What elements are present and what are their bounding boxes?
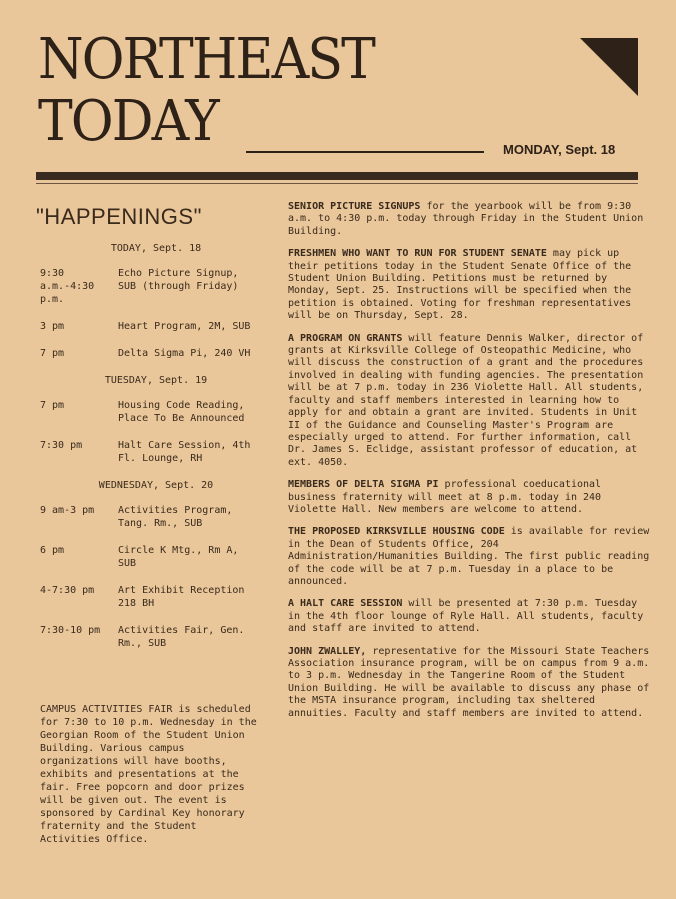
announcement-paragraph <box>288 333 650 469</box>
schedule-event <box>40 399 262 425</box>
announcement-paragraph <box>288 598 650 635</box>
announcement-lead: A HALT CARE SESSION <box>288 598 403 610</box>
event-description: Activities Fair, Gen. Rm., SUB <box>118 625 245 649</box>
announcement-lead: JOHN ZWALLEY, <box>288 645 367 657</box>
event-time: 7:30-10 pm <box>40 625 101 636</box>
schedule-event <box>40 544 262 570</box>
day-heading: TODAY, Sept. 18 <box>110 243 202 254</box>
masthead-title-line1: NORTHEAST <box>38 27 375 92</box>
schedule-day <box>40 374 262 465</box>
announcement-body: representative for the Missouri State Teachers Association insurance program, will be on campus from 9 a.m. to 3 p.m. Wednesday in the Tangerine Room of the Student Union Building. He will be available to discuss any phase of the MSTA insurance program, including tax sheltered annuities. Faculty and staff members are invited to attend. <box>288 645 650 719</box>
event-description: Art Exhibit Reception 218 BH <box>118 585 245 609</box>
announcement-lead: SENIOR PICTURE SIGNUPS <box>288 201 421 212</box>
announcements-column <box>288 201 650 730</box>
announcement-body: for the yearbook will be from 9:30 a.m. to 4:30 p.m. today through Friday in the Student Union Building. <box>288 201 644 237</box>
header-divider <box>36 172 638 180</box>
announcement-lead: MEMBERS OF DELTA SIGMA PI <box>288 479 439 491</box>
event-description: Halt Care Session, 4th Fl. Lounge, RH <box>118 440 251 464</box>
event-time: 6 pm <box>40 545 65 556</box>
schedule-event <box>40 347 262 360</box>
event-time: 7:30 pm <box>40 440 83 451</box>
day-heading: TUESDAY, Sept. 19 <box>104 375 208 386</box>
header-divider-thin <box>36 183 638 184</box>
schedule-day <box>40 242 262 360</box>
schedule-event <box>40 504 262 530</box>
announcement-paragraph <box>288 248 650 322</box>
announcement-paragraph <box>288 646 650 720</box>
schedule-event <box>40 584 262 610</box>
section-title: "HAPPENINGS" <box>36 204 202 229</box>
event-time: 4-7:30 pm <box>40 585 95 596</box>
event-description: Echo Picture Signup, SUB (through Friday) <box>118 268 239 292</box>
announcement-lead: FRESHMEN WHO WANT TO RUN FOR STUDENT SENATE <box>288 248 547 260</box>
issue-date: MONDAY, Sept. 18 <box>503 142 616 157</box>
event-description: Activities Program, Tang. Rm., SUB <box>118 505 233 529</box>
announcement-body: will feature Dennis Walker, director of grants at Kirksville College of Osteopathic Medicine, who will discuss the construction of a grant and the procedures involved in dealing with funding agencies. The presentation will be at 7 p.m. today in 236 Violette Hall. All students, faculty and staff members interested in learning how to apply for and obtain a grant are invited. Students in Unit II of the Guidance and Counseling Master's Program are especially urged to attend. For further information, call Dr. James S. Eclidge, assistant professor of education, at ext. 4050. <box>288 332 644 468</box>
masthead-title-line2: TODAY <box>38 89 218 154</box>
event-time: 9:30 a.m.-4:30 p.m. <box>40 268 95 305</box>
event-description: Housing Code Reading, Place To Be Announced <box>118 400 245 424</box>
event-description: Heart Program, 2M, SUB <box>118 321 251 332</box>
announcement-lead: A PROGRAM ON GRANTS <box>288 332 403 344</box>
activities-fair-paragraph: CAMPUS ACTIVITIES FAIR is scheduled for 7:30 to 10 p.m. Wednesday in the Georgian Room of the Student Union Building. Various campus organizations will have booths, exhibits and presentations at the fair. Free popcorn and door prizes will be given out. The event is sponsored by Cardinal Key honorary fraternity and the Student Activities Office. <box>40 704 257 845</box>
announcement-body: may pick up their petitions today in the Student Senate Office of the Student Union Building. Petitions must be returned by Monday, Sept. 25. Instructions will be specified when the petition is obtained. Voting for freshman representatives will be on Thursday, Sept. 28. <box>288 248 632 322</box>
event-time: 9 am-3 pm <box>40 505 95 516</box>
schedule-column <box>40 238 262 664</box>
schedule-event <box>40 320 262 333</box>
day-heading: WEDNESDAY, Sept. 20 <box>98 480 214 491</box>
event-time: 3 pm <box>40 321 65 332</box>
event-description: Delta Sigma Pi, 240 VH <box>118 348 251 359</box>
corner-triangle-icon <box>580 38 638 96</box>
masthead-rule <box>246 151 484 153</box>
event-time: 7 pm <box>40 400 65 411</box>
schedule-event <box>40 267 262 306</box>
schedule-event <box>40 624 262 650</box>
announcement-paragraph <box>288 201 650 238</box>
schedule-day <box>40 479 262 650</box>
schedule-event <box>40 439 262 465</box>
announcement-paragraph <box>288 479 650 516</box>
announcement-body: professional coeducational business fraternity will meet at 8 p.m. today in 240 Violette Hall. New members are welcome to attend. <box>288 479 602 515</box>
announcement-paragraph <box>288 526 650 588</box>
announcement-body: will be presented at 7:30 p.m. Tuesday in the 4th floor lounge of Ryle Hall. All students, faculty and staff are invited to attend. <box>288 598 644 635</box>
event-time: 7 pm <box>40 348 65 359</box>
event-description: Circle K Mtg., Rm A, SUB <box>118 545 239 569</box>
announcement-lead: THE PROPOSED KIRKSVILLE HOUSING CODE <box>288 526 505 538</box>
announcement-body: is available for review in the Dean of Students Office, 204 Administration/Humanities Building. The first public reading of the code will be at 7 p.m. Tuesday in a place to be announced. <box>288 526 650 587</box>
